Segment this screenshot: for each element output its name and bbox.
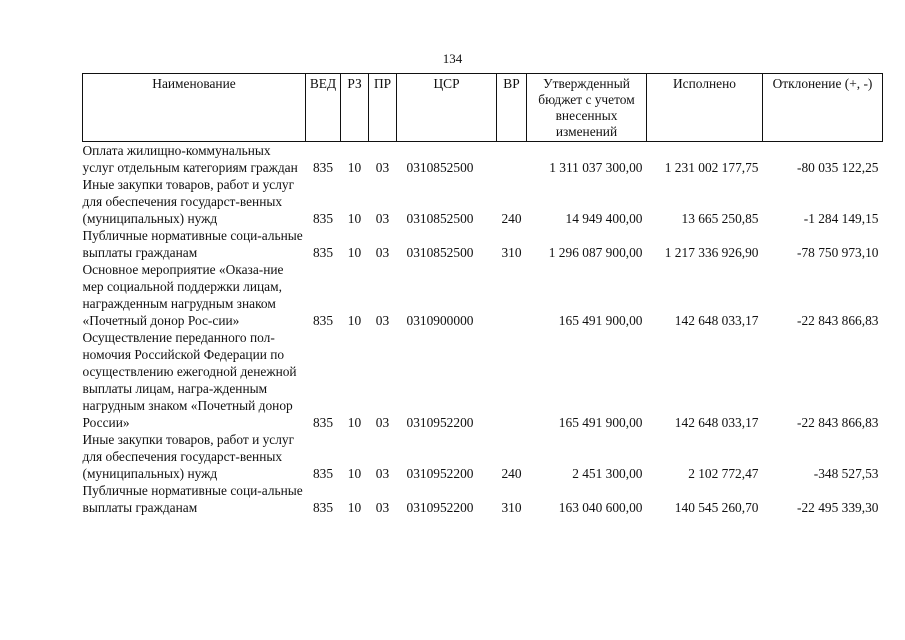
header-executed: Исполнено — [647, 74, 763, 142]
row-name: Иные закупки товаров, работ и услуг для обеспечения государст-венных (муниципальных) нужд — [82, 432, 295, 481]
row-rz: 10 — [347, 313, 362, 328]
row-deviation: -348 527,53 — [813, 466, 879, 481]
row-budget: 163 040 600,00 — [558, 500, 643, 515]
row-csr: 0310952200 — [406, 500, 474, 515]
header-vr: ВР — [497, 74, 527, 142]
row-pr: 03 — [375, 245, 390, 260]
row-csr: 0310852500 — [406, 211, 474, 226]
row-vr — [497, 142, 527, 177]
row-ved: 835 — [312, 415, 334, 430]
row-vr: 310 — [501, 245, 522, 260]
row-name: Осуществление переданного пол-номочия Российской Федерации по осуществлению ежегодной денежной выплаты лицам, награ-жденным нагрудным знаком «Почетный донор России» — [82, 330, 297, 430]
row-ved: 835 — [312, 211, 334, 226]
row-csr: 0310900000 — [406, 313, 474, 328]
row-ved: 835 — [312, 160, 334, 175]
row-vr — [497, 261, 527, 329]
row-pr: 03 — [375, 160, 390, 175]
table-row — [83, 431, 883, 482]
row-ved: 835 — [312, 466, 334, 481]
row-vr: 240 — [501, 466, 522, 481]
row-ved: 835 — [312, 500, 334, 515]
row-deviation: -78 750 973,10 — [797, 245, 879, 260]
row-rz: 10 — [347, 160, 362, 175]
row-rz: 10 — [347, 211, 362, 226]
row-vr: 310 — [501, 500, 522, 515]
header-ved: ВЕД — [306, 74, 341, 142]
header-name: Наименование — [83, 74, 306, 142]
row-pr: 03 — [375, 466, 390, 481]
table-row — [83, 176, 883, 227]
row-pr: 03 — [375, 211, 390, 226]
row-pr: 03 — [375, 415, 390, 430]
row-deviation: -22 843 866,83 — [797, 313, 879, 328]
row-name: Иные закупки товаров, работ и услуг для обеспечения государст-венных (муниципальных) нужд — [82, 177, 295, 226]
row-budget: 165 491 900,00 — [558, 313, 643, 328]
header-csr: ЦСР — [397, 74, 497, 142]
row-executed: 1 231 002 177,75 — [664, 160, 759, 175]
table-row — [83, 482, 883, 516]
row-vr: 240 — [501, 211, 522, 226]
row-pr: 03 — [375, 313, 390, 328]
row-name: Основное мероприятие «Оказа-ние мер социальной поддержки лицам, награжденным нагрудным знаком «Почетный донор Рос-сии» — [82, 262, 284, 328]
row-deviation: -80 035 122,25 — [797, 160, 879, 175]
row-executed: 1 217 336 926,90 — [664, 245, 759, 260]
table-row — [83, 227, 883, 261]
row-ved: 835 — [312, 313, 334, 328]
row-csr: 0310852500 — [406, 160, 474, 175]
row-executed: 2 102 772,47 — [688, 466, 759, 481]
table-row — [83, 142, 883, 177]
row-csr: 0310952200 — [406, 466, 474, 481]
budget-table — [82, 73, 883, 516]
row-ved: 835 — [312, 245, 334, 260]
row-csr: 0310952200 — [406, 415, 474, 430]
row-deviation: -1 284 149,15 — [803, 211, 879, 226]
row-rz: 10 — [347, 500, 362, 515]
row-budget: 1 296 087 900,00 — [548, 245, 643, 260]
row-budget: 2 451 300,00 — [572, 466, 643, 481]
row-name: Публичные нормативные соци-альные выплаты гражданам — [82, 228, 303, 260]
table-row — [83, 261, 883, 329]
row-name: Публичные нормативные соци-альные выплаты гражданам — [82, 483, 303, 515]
table-row — [83, 329, 883, 431]
row-rz: 10 — [347, 466, 362, 481]
table-header-row — [83, 74, 883, 142]
row-rz: 10 — [347, 245, 362, 260]
row-executed: 140 545 260,70 — [674, 500, 759, 515]
row-budget: 1 311 037 300,00 — [549, 160, 643, 175]
row-executed: 142 648 033,17 — [674, 415, 759, 430]
row-vr — [497, 329, 527, 431]
header-deviation: Отклонение (+, -) — [763, 74, 883, 142]
row-budget: 14 949 400,00 — [565, 211, 643, 226]
row-executed: 13 665 250,85 — [681, 211, 759, 226]
row-csr: 0310852500 — [406, 245, 474, 260]
row-rz: 10 — [347, 415, 362, 430]
row-executed: 142 648 033,17 — [674, 313, 759, 328]
row-deviation: -22 495 339,30 — [797, 500, 879, 515]
header-pr: ПР — [369, 74, 397, 142]
header-rz: РЗ — [341, 74, 369, 142]
row-deviation: -22 843 866,83 — [797, 415, 879, 430]
header-budget: Утвержденный бюджет с учетом внесенных изменений — [527, 74, 647, 142]
row-budget: 165 491 900,00 — [558, 415, 643, 430]
page-number: 134 — [442, 51, 463, 66]
row-name: Оплата жилищно-коммунальных услуг отдельным категориям граждан — [82, 143, 298, 175]
row-pr: 03 — [375, 500, 390, 515]
